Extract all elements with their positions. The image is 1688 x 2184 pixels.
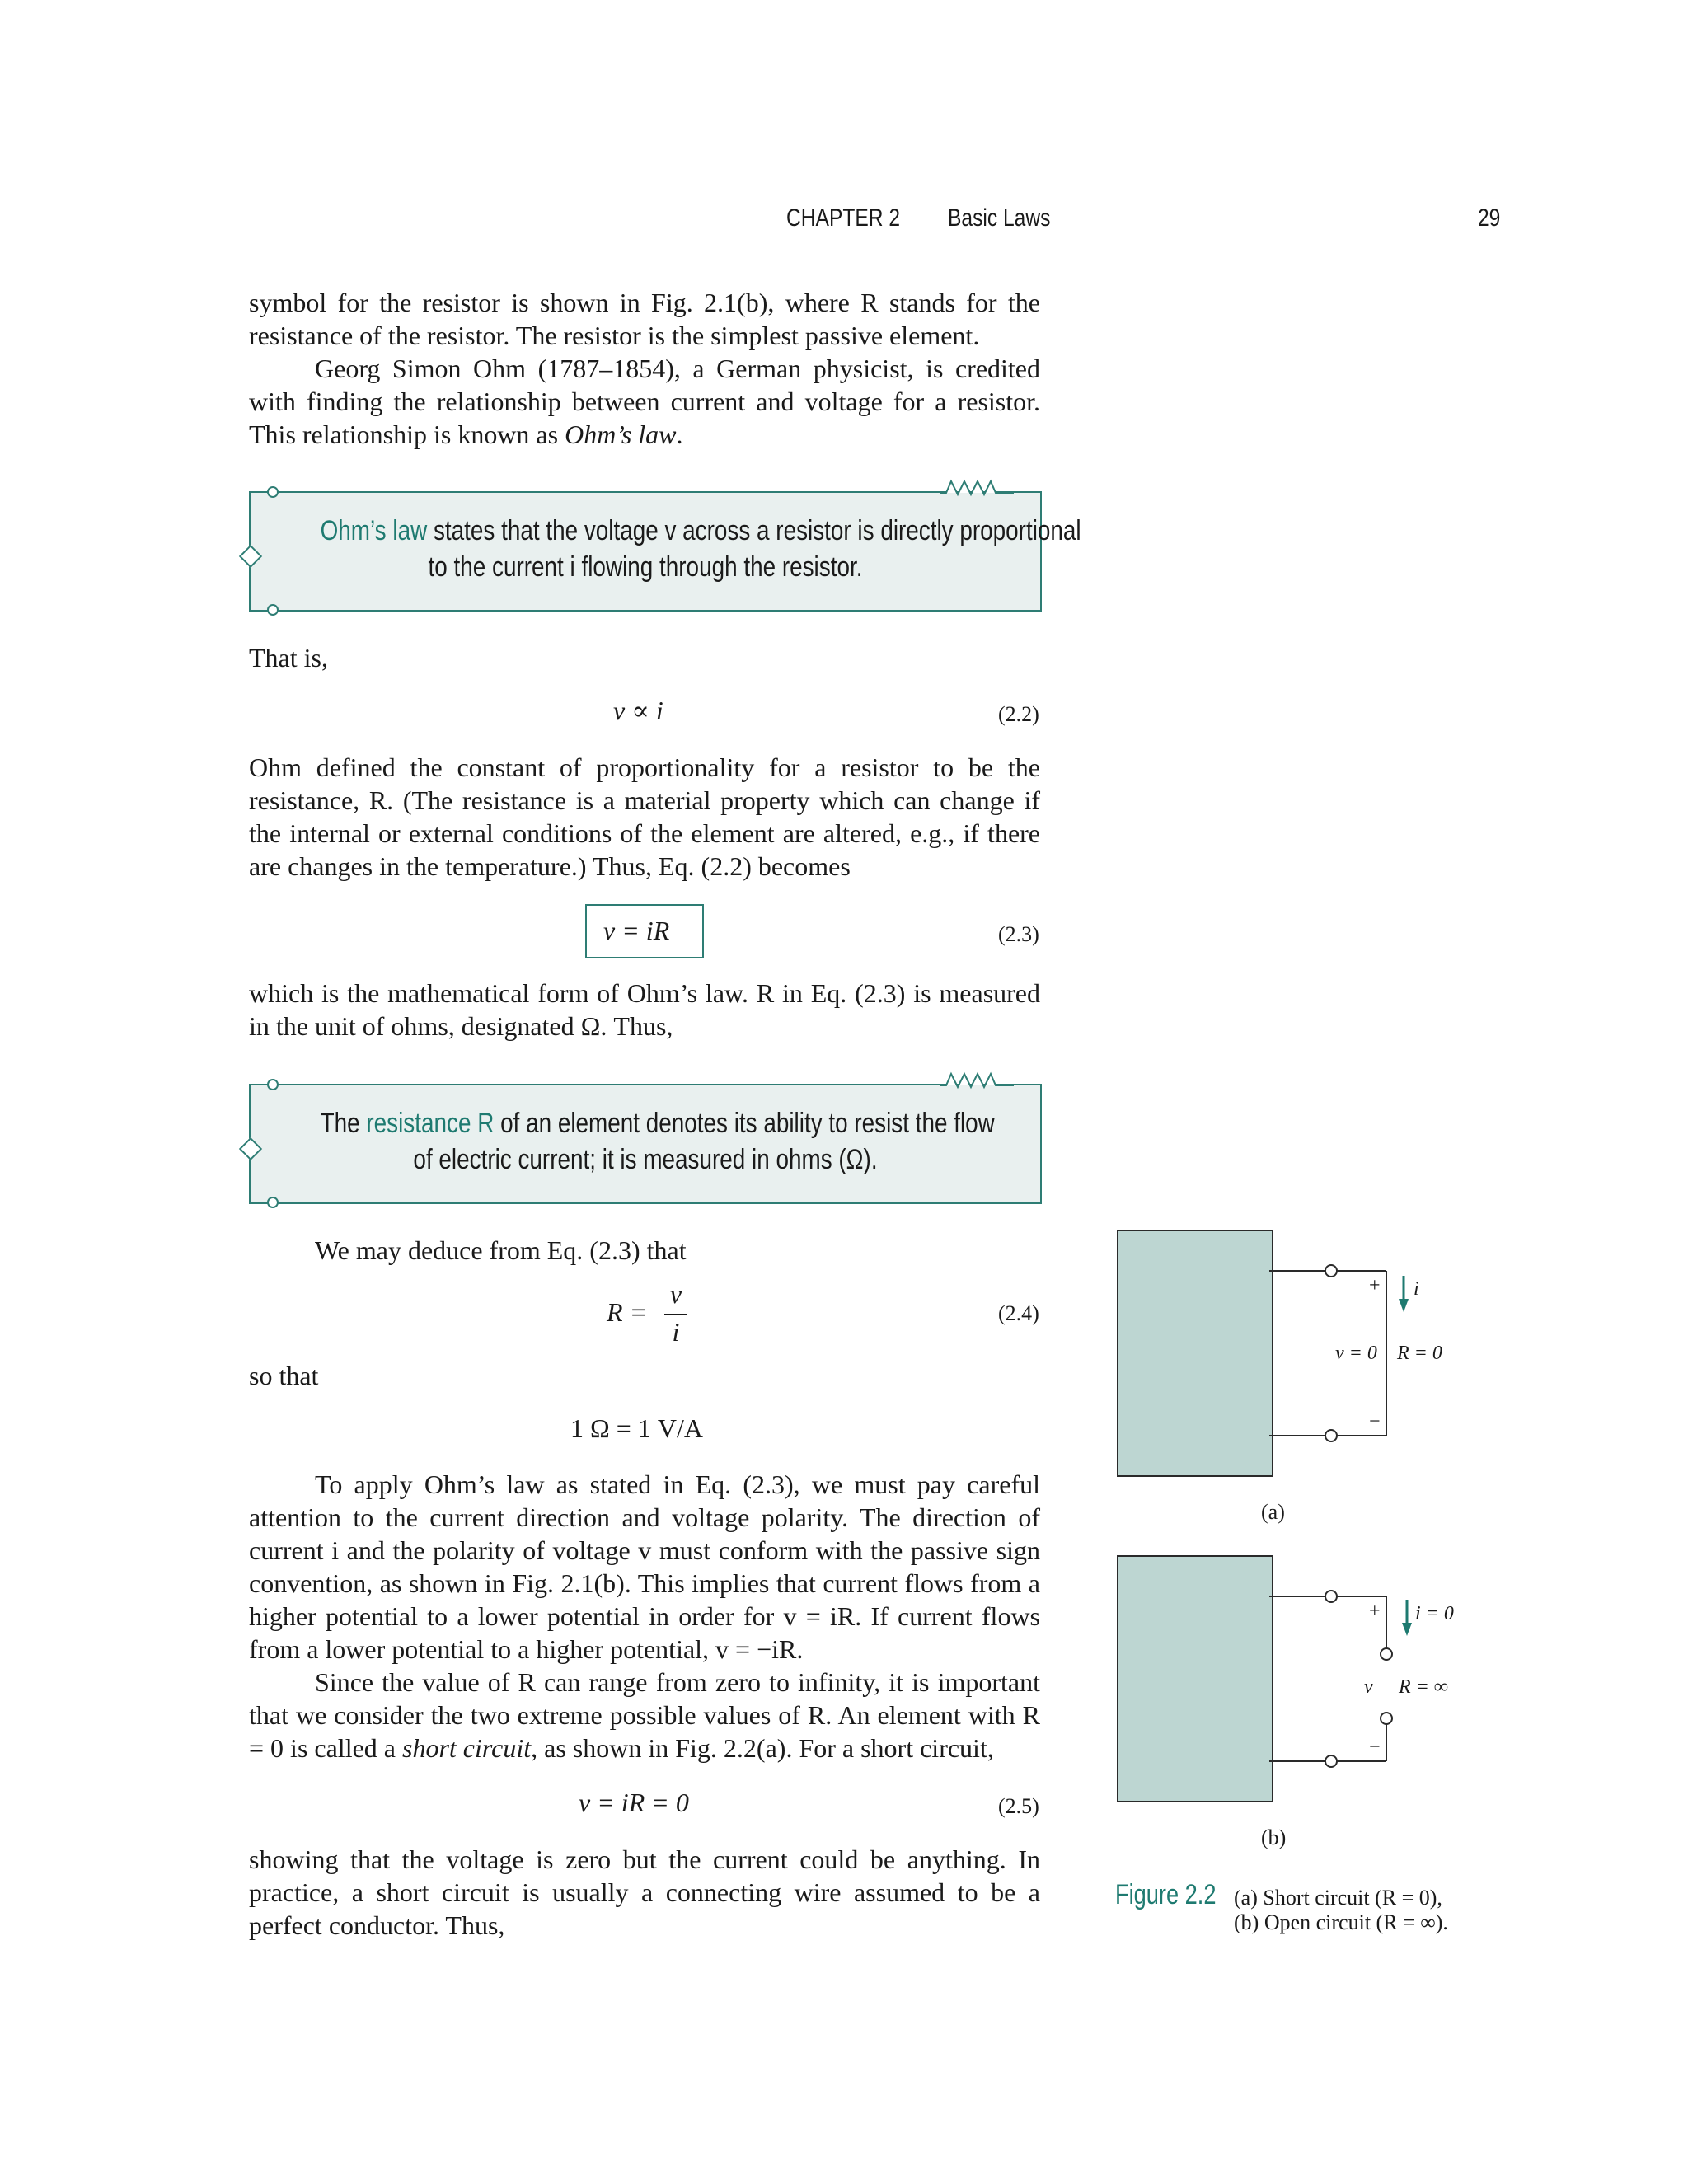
paragraph-ohm-history-text: Georg Simon Ohm (1787–1854), a German physicist, is credited with finding the relationship between current and voltage for a resistor. This relationship is known as bbox=[249, 354, 1040, 449]
box-node-top-2 bbox=[267, 1079, 279, 1090]
equation-number-2-2: (2.2) bbox=[998, 702, 1039, 726]
polarity-plus-b: + bbox=[1369, 1601, 1381, 1622]
figure-caption-line1: (a) Short circuit (R = 0), bbox=[1234, 1886, 1442, 1910]
definition-term-ohms-law: Ohm’s law bbox=[320, 515, 428, 546]
polarity-minus-b: − bbox=[1369, 1736, 1381, 1758]
paragraph-resistance-definition: Ohm defined the constant of proportionality for a resistor to be the resistance, R. (The resistance is a material property which can change if the internal or external conditions of the element are altered, e.g., if there are changes in the temperature.) Thus, Eq. (2.2) becomes bbox=[249, 752, 1040, 881]
text-block-short-circuit-practice bbox=[249, 1843, 1040, 1942]
definition-resistance-text1: of an element denotes its ability to resist the flow bbox=[494, 1108, 995, 1139]
equation-2-4-lhs: R = bbox=[607, 1297, 648, 1327]
resistor-zigzag-icon bbox=[940, 478, 1014, 498]
current-label-a: i bbox=[1414, 1278, 1419, 1300]
short-circuit-term: short circuit bbox=[401, 1733, 532, 1763]
polarity-minus-a: − bbox=[1369, 1411, 1381, 1432]
paragraph-short-circuit-practice: showing that the voltage is zero but the current could be anything. In practice, a short circuit is usually a connecting wire assumed to be a perfect conductor. Thus, bbox=[249, 1844, 1040, 1940]
figure-sublabel-a: (a) bbox=[1261, 1500, 1285, 1524]
current-label-b: i = 0 bbox=[1415, 1603, 1454, 1624]
equation-number-2-5: (2.5) bbox=[998, 1794, 1039, 1818]
ohms-law-term: Ohm’s law bbox=[565, 419, 677, 449]
paragraph-short-circuit-end: , as shown in Fig. 2.2(a). For a short circuit, bbox=[531, 1733, 994, 1763]
figure-caption-line2: (b) Open circuit (R = ∞). bbox=[1234, 1910, 1448, 1934]
equation-2-2: v ∝ i bbox=[613, 696, 663, 725]
definition-ohms-law bbox=[249, 513, 1081, 585]
circuit-network-box-b bbox=[1117, 1555, 1273, 1802]
text-block-sign-convention bbox=[249, 1468, 1040, 1765]
resistance-label-b: R = ∞ bbox=[1399, 1676, 1448, 1698]
box-node-bottom-2 bbox=[267, 1197, 279, 1208]
text-block-ohms-unit bbox=[249, 977, 1040, 1043]
fraction-bar bbox=[664, 1314, 687, 1315]
paragraph-short-circuit-text: Since the value of R can range from zero to infinity, it is important that we consider the two extreme possible values of R. An element with R = 0 is called a bbox=[249, 1667, 1040, 1763]
equation-2-5: v = iR = 0 bbox=[579, 1788, 689, 1817]
paragraph-sign-convention: To apply Ohm’s law as stated in Eq. (2.3), we must pay careful attention to the current direction and voltage polarity. The direction of current i and the polarity of voltage v must conform with the passive sign convention, as shown in Fig. 2.1(b). This implies that current flows from a higher potential to a lower potential in order for v = iR. If current flows from a lower potential to a higher potential, v = −iR. bbox=[249, 1469, 1040, 1664]
definition-term-resistance: resistance R bbox=[366, 1108, 495, 1139]
equation-number-2-3: (2.3) bbox=[998, 922, 1039, 946]
paragraph-resistor-symbol: symbol for the resistor is shown in Fig. 2.1(b), where R stands for the resistance of the resistor. The resistor is the simplest passive element. bbox=[249, 288, 1040, 350]
circuit-network-box-a bbox=[1117, 1230, 1273, 1477]
figure-sublabel-b: (b) bbox=[1261, 1825, 1287, 1849]
deduce-text: We may deduce from Eq. (2.3) that bbox=[315, 1235, 687, 1265]
equation-ohm-unit: 1 Ω = 1 V/A bbox=[570, 1413, 703, 1443]
voltage-label-a: v = 0 bbox=[1335, 1343, 1377, 1364]
definition-resistance-line2: of electric current; it is measured in ohms (Ω). bbox=[413, 1144, 878, 1175]
equation-2-3: v = iR bbox=[603, 916, 670, 945]
paragraph-short-circuit bbox=[249, 1666, 1040, 1765]
text-block-intro bbox=[249, 286, 1040, 451]
resistance-label-a: R = 0 bbox=[1397, 1343, 1442, 1364]
box-node-top bbox=[267, 486, 279, 498]
text-block-resistance bbox=[249, 751, 1040, 883]
page-number: 29 bbox=[1478, 204, 1501, 232]
paragraph-ohm-history bbox=[249, 352, 1040, 451]
figure-label: Figure 2.2 bbox=[1115, 1879, 1217, 1910]
that-is-text: That is, bbox=[249, 643, 328, 673]
so-that-text: so that bbox=[249, 1361, 319, 1390]
definition-resistance-line1 bbox=[320, 1105, 995, 1141]
box-node-bottom bbox=[267, 604, 279, 616]
definition-ohms-law-text1: states that the voltage v across a resistor is directly proportional bbox=[427, 515, 1081, 546]
paragraph-ohm-history-end: . bbox=[676, 419, 683, 449]
running-header-title: Basic Laws bbox=[948, 204, 1051, 232]
paragraph-ohms-unit: which is the mathematical form of Ohm’s law. R in Eq. (2.3) is measured in the unit of ohms, designated Ω. Thus, bbox=[249, 978, 1040, 1041]
running-header-chapter: CHAPTER 2 bbox=[786, 204, 901, 232]
definition-resistance-pre: The bbox=[320, 1108, 367, 1139]
equation-number-2-4: (2.4) bbox=[998, 1301, 1039, 1325]
voltage-label-b: v bbox=[1364, 1676, 1373, 1698]
polarity-plus-a: + bbox=[1369, 1275, 1381, 1296]
equation-2-4-numerator: v bbox=[669, 1279, 682, 1309]
resistor-zigzag-icon-2 bbox=[940, 1071, 1014, 1090]
definition-resistance bbox=[249, 1105, 1042, 1178]
definition-ohms-law-line1 bbox=[320, 513, 1081, 549]
equation-2-4-denominator: i bbox=[672, 1317, 680, 1347]
definition-ohms-law-line2: to the current i flowing through the resistor. bbox=[428, 551, 863, 583]
